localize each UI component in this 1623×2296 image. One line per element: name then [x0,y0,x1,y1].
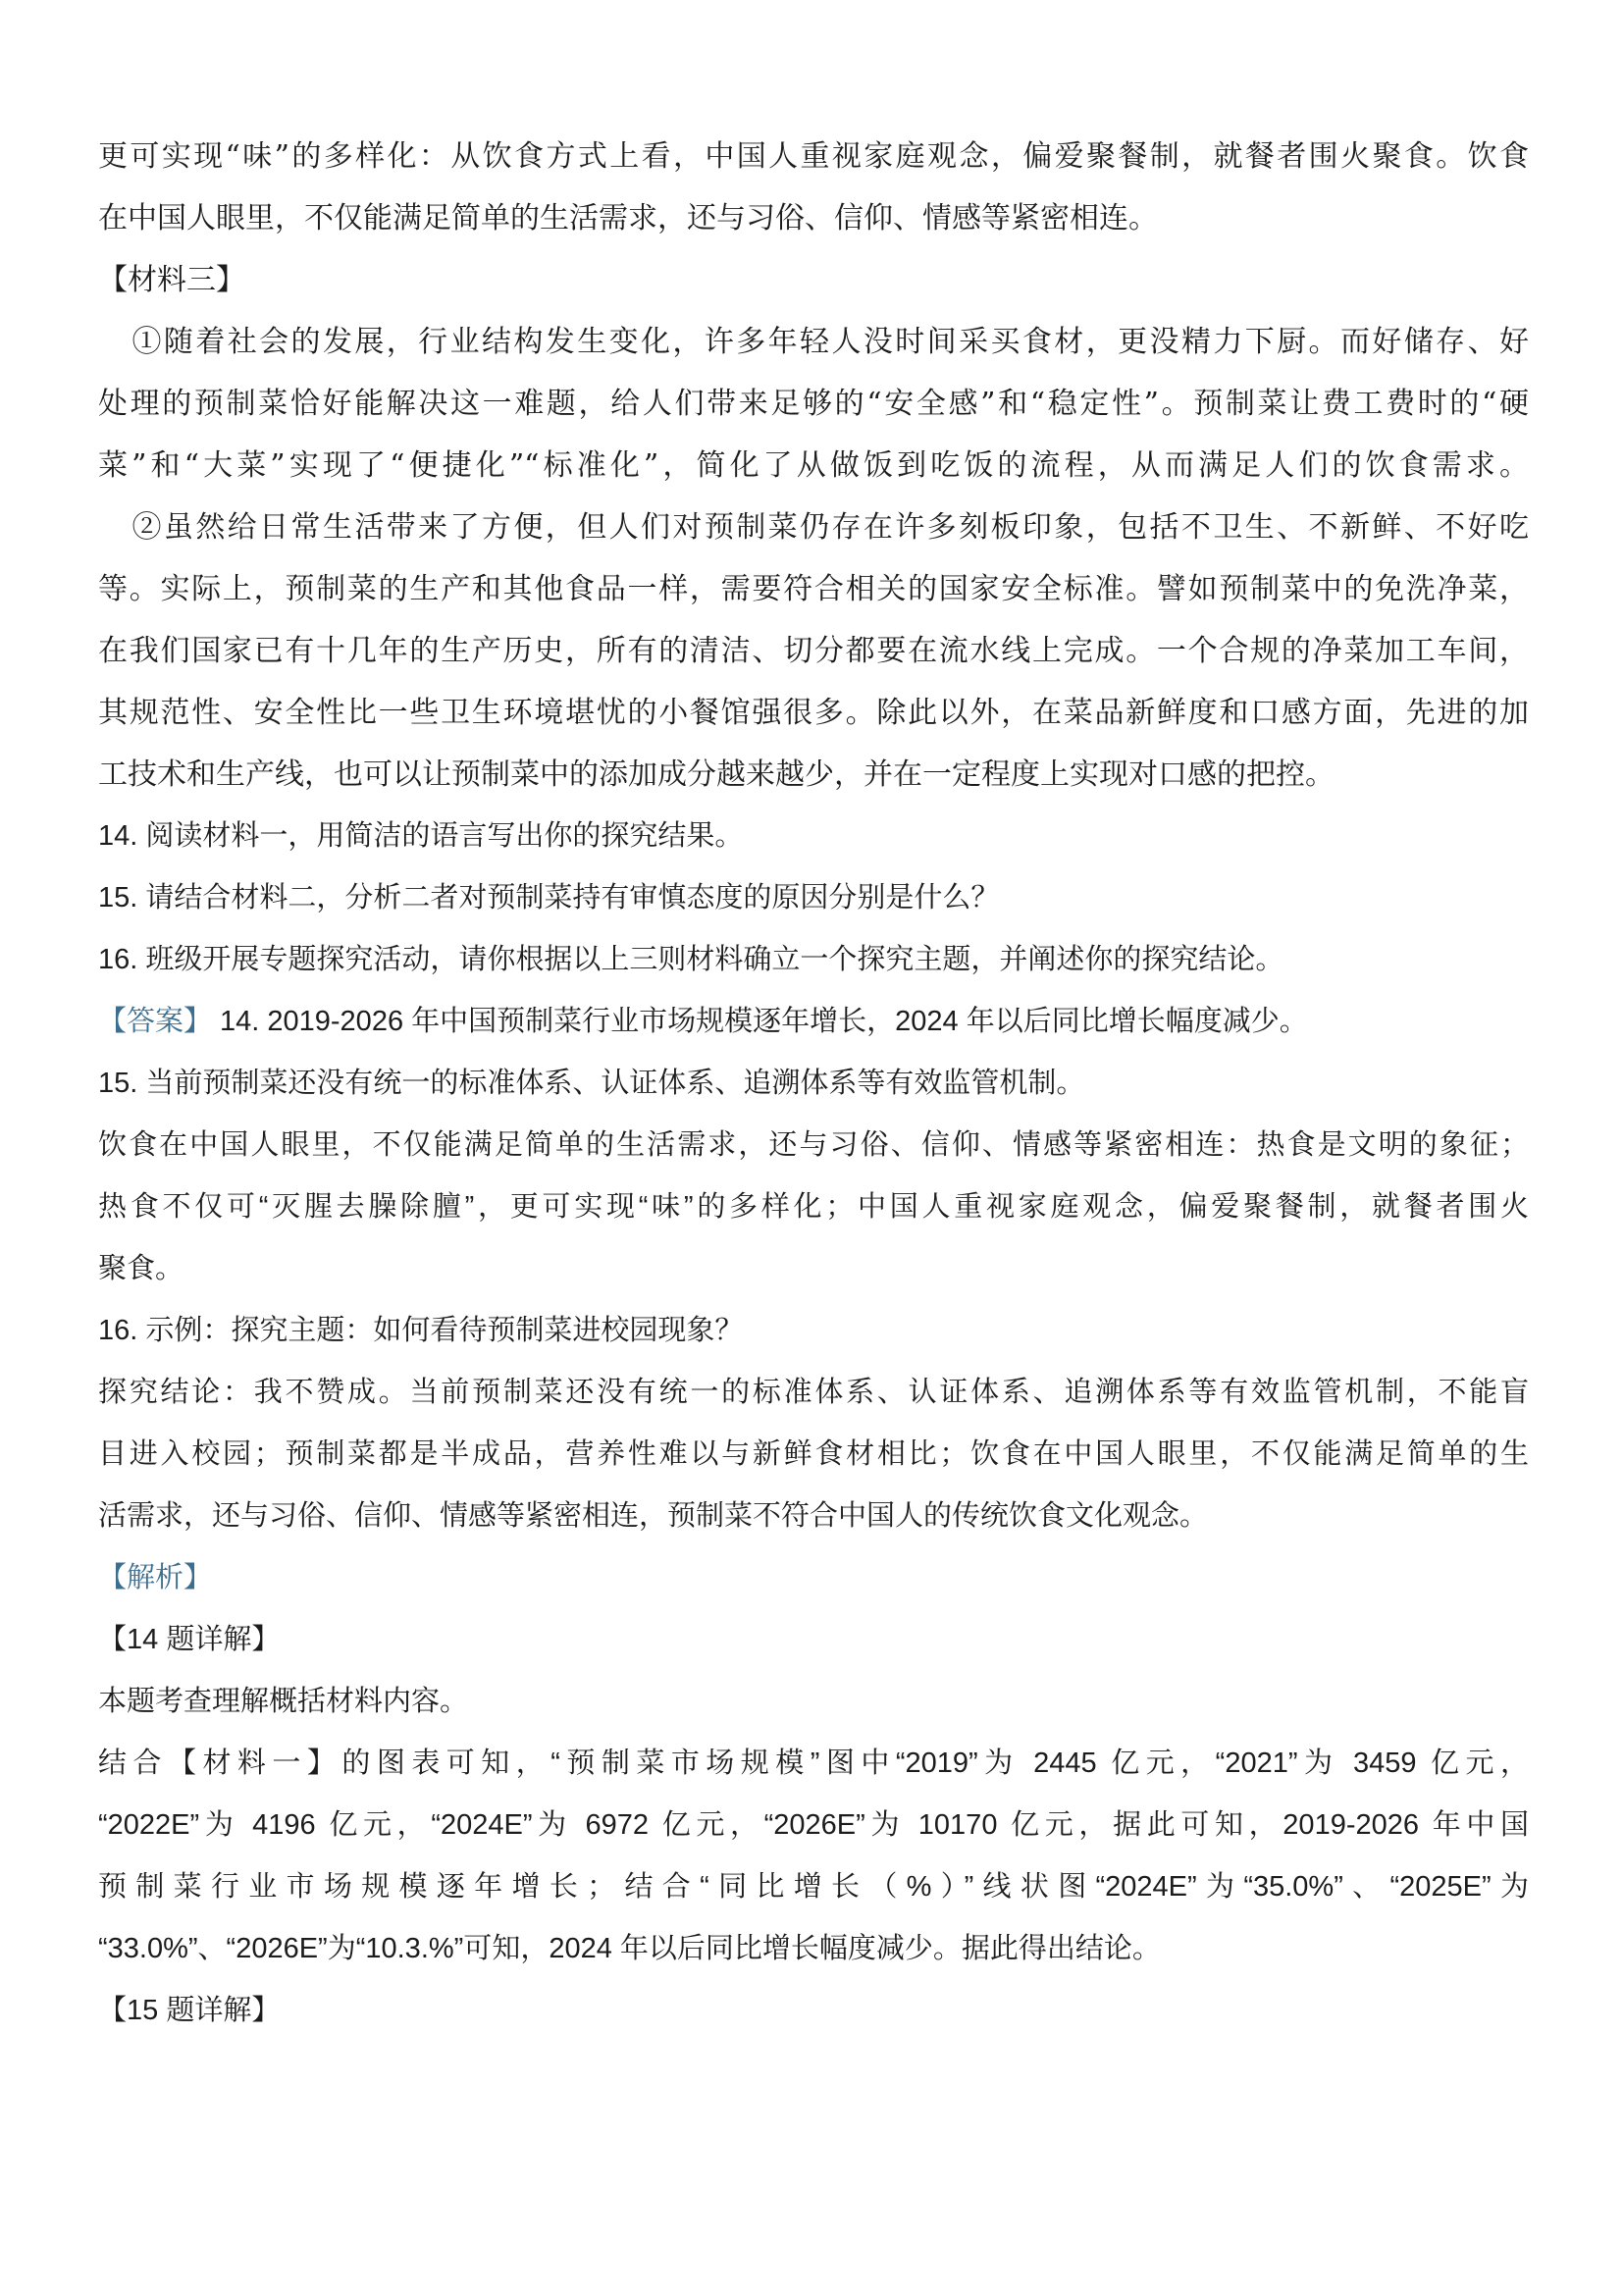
analysis-15-header: 【15 题详解】 [98,1995,281,2026]
question-15: 15. 请结合材料二，分析二者对预制菜持有审慎态度的原因分别是什么？ [98,882,1000,913]
analysis-14-line-4: 预制菜行业市场规模逐年增长；结合“同比增长（%）”线状图“2024E”为“35.0%”、“2025E”为 [98,1871,1529,1903]
analysis-14-header: 【14 题详解】 [98,1624,281,1655]
answer-15-line-3: 热食不仅可“灭腥去臊除膻”，更可实现“味”的多样化；中国人重视家庭观念，偏爱聚餐制，就餐者围火 [98,1191,1529,1223]
material3-para2-line-5: 工技术和生产线，也可以让预制菜中的添加成分越来越少，并在一定程度上实现对口感的把控。 [98,757,1335,792]
analysis-label: 【解析】 [98,1562,213,1593]
analysis-14-line-2: 结合【材料一】的图表可知，“预制菜市场规模”图中“2019”为 2445 亿元，“2021”为 3459 亿元， [98,1748,1529,1779]
question-16: 16. 班级开展专题探究活动，请你根据以上三则材料确立一个探究主题，并阐述你的探究结论。 [98,944,1284,975]
material3-header: 【材料三】 [98,263,245,297]
material2-line-2: 在中国人眼里，不仅能满足简单的生活需求，还与习俗、信仰、情感等紧密相连。 [98,201,1158,235]
answer-line-14 [98,991,1529,1053]
answer-14-text: 14. 2019-2026 年中国预制菜行业市场规模逐年增长，2024 年以后同比增长幅度减少。 [220,1006,1308,1037]
analysis-14-line-1: 本题考查理解概括材料内容。 [98,1686,469,1717]
answer-16-line-1: 16. 示例：探究主题：如何看待预制菜进校园现象？ [98,1315,744,1346]
analysis-14-line-3: “2022E”为 4196 亿元，“2024E”为 6972 亿元，“2026E”为 10170 亿元，据此可知，2019-2026 年中国 [98,1809,1529,1841]
material3-para2-line-3: 在我们国家已有十几年的生产历史，所有的清洁、切分都要在流水线上完成。一个合规的净菜加工车间， [98,634,1529,668]
material3-para1-line-1: ①随着社会的发展，行业结构发生变化，许多年轻人没时间采买食材，更没精力下厨。而好储存、好 [131,325,1529,359]
material2-line-1: 更可实现“味”的多样化：从饮食方式上看，中国人重视家庭观念，偏爱聚餐制，就餐者围火聚食。饮食 [98,139,1529,174]
material3-para1-line-3: 菜”和“大菜”实现了“便捷化”“标准化”，简化了从做饭到吃饭的流程，从而满足人们的饮食需求。 [98,448,1529,483]
question-14: 14. 阅读材料一，用简洁的语言写出你的探究结果。 [98,820,744,852]
answer-16-line-3: 目进入校园；预制菜都是半成品，营养性难以与新鲜食材相比；饮食在中国人眼里，不仅能满足简单的生 [98,1438,1529,1470]
analysis-14-line-5: “33.0%”、“2026E”为“10.3.%”可知，2024 年以后同比增长幅度减少。据此得出结论。 [98,1933,1161,1964]
analysis-header [98,1547,1529,1609]
answer-15-line-1: 15. 当前预制菜还没有统一的标准体系、认证体系、追溯体系等有效监管机制。 [98,1068,1085,1099]
material3-para2-line-4: 其规范性、安全性比一些卫生环境堪忧的小餐馆强很多。除此以外，在菜品新鲜度和口感方面，先进的加 [98,696,1529,730]
answer-16-line-2: 探究结论：我不赞成。当前预制菜还没有统一的标准体系、认证体系、追溯体系等有效监管机制，不能盲 [98,1377,1529,1408]
material3-para2-line-2: 等。实际上，预制菜的生产和其他食品一样，需要符合相关的国家安全标准。譬如预制菜中的免洗净菜， [98,572,1529,606]
answer-15-line-4: 聚食。 [98,1253,184,1284]
answer-15-line-2: 饮食在中国人眼里，不仅能满足简单的生活需求，还与习俗、信仰、情感等紧密相连：热食是文明的象征； [98,1129,1529,1161]
answer-16-line-4: 活需求，还与习俗、信仰、情感等紧密相连，预制菜不符合中国人的传统饮食文化观念。 [98,1500,1209,1532]
material3-para2-line-1: ②虽然给日常生活带来了方便，但人们对预制菜仍存在许多刻板印象，包括不卫生、不新鲜、不好吃 [131,510,1529,545]
material3-para1-line-2: 处理的预制菜恰好能解决这一难题，给人们带来足够的“安全感”和“稳定性”。预制菜让费工费时的“硬 [98,387,1529,421]
answer-label: 【答案】 [98,1006,213,1037]
